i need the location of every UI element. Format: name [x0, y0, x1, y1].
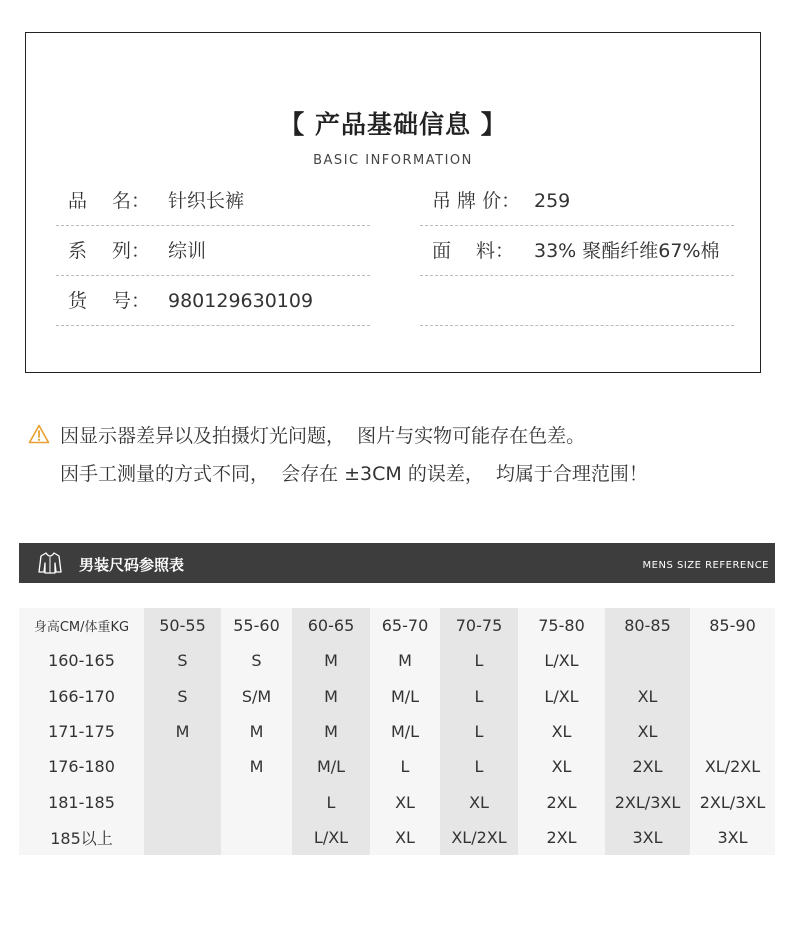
size-cell: L/XL [292, 820, 370, 855]
height-cell: 185以上 [19, 820, 144, 855]
size-cell: S [144, 679, 221, 714]
size-cell: 2XL/3XL [690, 784, 775, 819]
size-cell: M [292, 679, 370, 714]
size-cell: M [144, 714, 221, 749]
weight-header-cell: 70-75 [440, 608, 518, 643]
size-cell: XL [605, 679, 690, 714]
size-cell [144, 784, 221, 819]
size-cell: M/L [370, 714, 440, 749]
size-cell: 3XL [605, 820, 690, 855]
corner-header-cell: 身高CM/体重KG [19, 608, 144, 643]
weight-header-cell: 80-85 [605, 608, 690, 643]
size-chart-subtitle: MENS SIZE REFERENCE [642, 560, 769, 571]
size-chart-banner [19, 543, 775, 583]
field-product-name [56, 176, 370, 226]
size-cell [144, 820, 221, 855]
field-tag-price [420, 176, 734, 226]
size-cell: XL [370, 820, 440, 855]
weight-header-cell: 50-55 [144, 608, 221, 643]
size-cell: S [144, 643, 221, 678]
size-cell: M [221, 714, 292, 749]
field-label: 货 号： [68, 290, 151, 312]
size-cell: XL [605, 714, 690, 749]
size-cell: L/XL [518, 643, 605, 678]
product-info-title: 【 产品基础信息 】 [279, 110, 507, 139]
field-material [420, 226, 734, 276]
field-empty [420, 276, 734, 326]
size-cell: XL [518, 714, 605, 749]
field-value: 33% 聚酯纤维67%棉 [534, 240, 720, 262]
notice-line-1: 因显示器差异以及拍摄灯光问题， 图片与实物可能存在色差。 [60, 425, 586, 447]
field-value: 针织长裤 [168, 190, 245, 212]
size-table [19, 608, 775, 855]
size-cell: XL [518, 749, 605, 784]
height-cell: 166-170 [19, 679, 144, 714]
field-value: 综训 [168, 240, 207, 262]
size-cell: L [292, 784, 370, 819]
height-cell: 176-180 [19, 749, 144, 784]
product-info-subtitle: BASIC INFORMATION [313, 153, 473, 168]
weight-header-cell: 75-80 [518, 608, 605, 643]
table-row [19, 679, 775, 714]
field-label: 吊 牌 价： [432, 190, 521, 212]
field-item-number [56, 276, 370, 326]
field-value: 259 [534, 190, 571, 212]
size-table-header-row [19, 608, 775, 643]
size-cell: S [221, 643, 292, 678]
size-cell: XL [370, 784, 440, 819]
size-cell: 3XL [690, 820, 775, 855]
size-cell: 2XL [518, 820, 605, 855]
product-info-box [25, 32, 761, 373]
height-cell: 171-175 [19, 714, 144, 749]
warning-triangle-icon [28, 424, 50, 444]
size-cell [690, 714, 775, 749]
size-cell: L [440, 749, 518, 784]
size-cell: L/XL [518, 679, 605, 714]
size-cell [144, 749, 221, 784]
height-cell: 181-185 [19, 784, 144, 819]
size-cell: S/M [221, 679, 292, 714]
table-row [19, 820, 775, 855]
size-cell: M/L [292, 749, 370, 784]
size-cell: 2XL/3XL [605, 784, 690, 819]
size-cell: M [292, 714, 370, 749]
size-cell: L [370, 749, 440, 784]
size-cell: XL [440, 784, 518, 819]
field-series [56, 226, 370, 276]
size-cell: L [440, 679, 518, 714]
size-cell: 2XL [605, 749, 690, 784]
field-label: 面 料： [432, 240, 515, 262]
table-row [19, 714, 775, 749]
size-cell: M [221, 749, 292, 784]
weight-header-cell: 85-90 [690, 608, 775, 643]
weight-header-cell: 60-65 [292, 608, 370, 643]
size-cell: L [440, 714, 518, 749]
size-cell [221, 784, 292, 819]
table-row [19, 784, 775, 819]
field-value: 980129630109 [168, 290, 314, 312]
weight-header-cell: 55-60 [221, 608, 292, 643]
size-cell [690, 679, 775, 714]
field-label: 系 列： [68, 240, 151, 262]
size-cell: M [370, 643, 440, 678]
field-label: 品 名： [68, 190, 151, 212]
size-cell: M [292, 643, 370, 678]
size-chart-title: 男装尺码参照表 [79, 556, 185, 574]
size-cell [221, 820, 292, 855]
weight-header-cell: 65-70 [370, 608, 440, 643]
size-cell: M/L [370, 679, 440, 714]
table-row [19, 749, 775, 784]
height-cell: 160-165 [19, 643, 144, 678]
notice-line-2: 因手工测量的方式不同， 会存在 ±3CM 的误差， 均属于合理范围！ [60, 463, 648, 485]
size-cell: XL/2XL [690, 749, 775, 784]
size-cell [605, 643, 690, 678]
size-cell: XL/2XL [440, 820, 518, 855]
size-cell [690, 643, 775, 678]
size-cell: 2XL [518, 784, 605, 819]
table-row [19, 643, 775, 678]
shirt-icon [38, 552, 62, 574]
size-cell: L [440, 643, 518, 678]
